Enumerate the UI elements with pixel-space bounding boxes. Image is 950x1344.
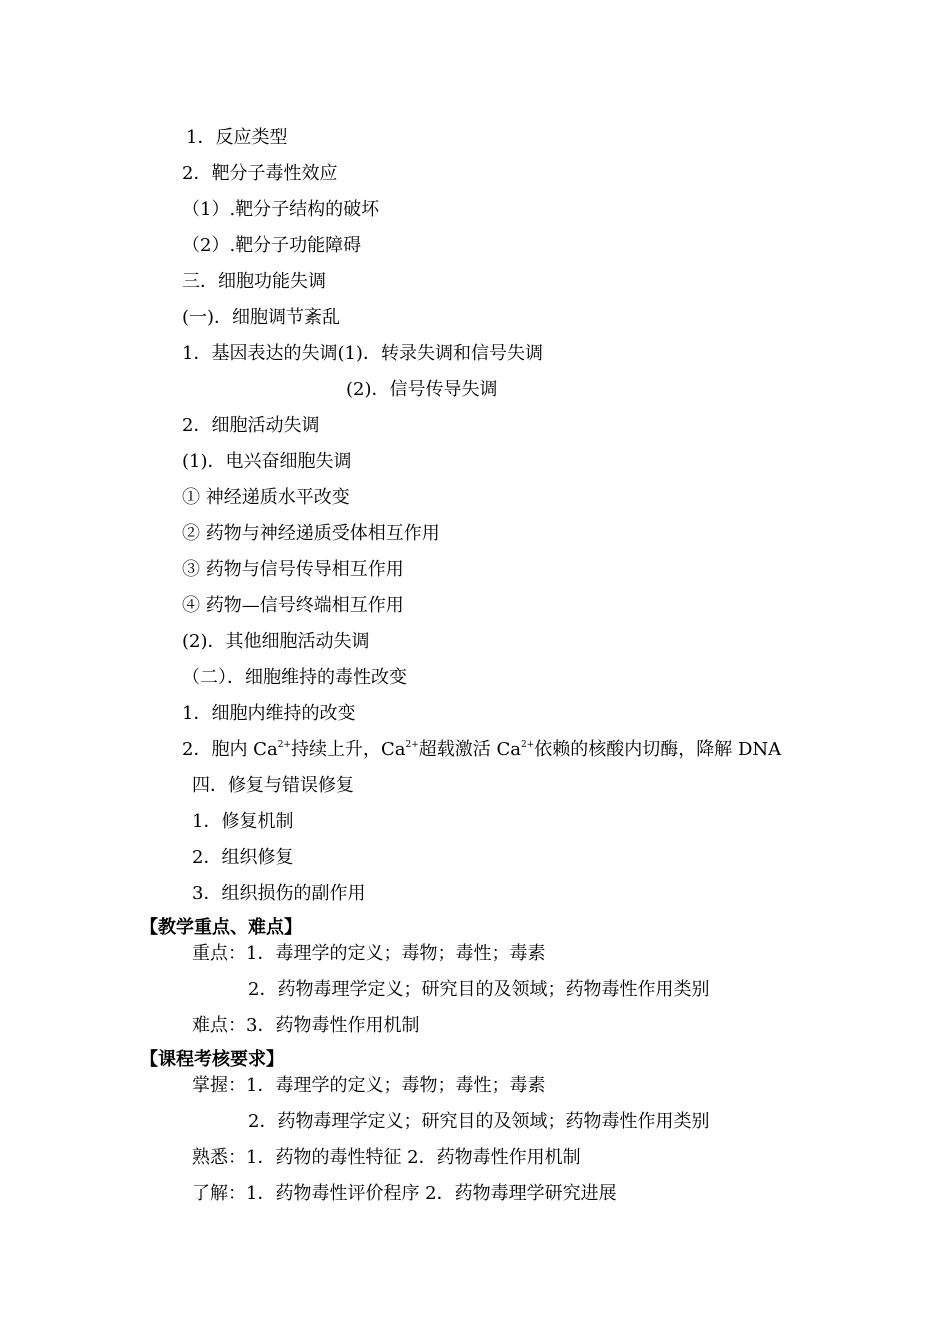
outline-line: （2）.靶分子功能障碍	[182, 235, 362, 256]
outline-line: 3．组织损伤的副作用	[192, 883, 366, 904]
outline-line: （二）．细胞维持的毒性改变	[182, 667, 407, 688]
assessment-line: 2．药物毒理学定义；研究目的及领域；药物毒性作用类别	[248, 1111, 710, 1132]
outline-line: (一)．细胞调节紊乱	[182, 307, 341, 328]
assessment-line: 熟悉：1．药物的毒性特征 2．药物毒性作用机制	[192, 1147, 581, 1168]
outline-line: (2)．其他细胞活动失调	[182, 631, 370, 652]
section-heading: 三．细胞功能失调	[182, 271, 326, 292]
outline-line: ② 药物与神经递质受体相互作用	[182, 523, 440, 544]
outline-line: ④ 药物—信号终端相互作用	[182, 595, 404, 616]
outline-line: 2．组织修复	[192, 847, 294, 868]
assessment-line: 了解：1．药物毒性评价程序 2．药物毒理学研究进展	[192, 1183, 617, 1204]
section-heading: 四．修复与错误修复	[192, 775, 354, 796]
outline-line: ③ 药物与信号传导相互作用	[182, 559, 404, 580]
outline-line: 1．反应类型	[186, 127, 288, 148]
key-point-line: 2．药物毒理学定义；研究目的及领域；药物毒性作用类别	[248, 979, 710, 1000]
outline-line: 2．靶分子毒性效应	[182, 163, 338, 184]
key-point-line: 重点：1．毒理学的定义；毒物；毒性；毒素	[192, 943, 546, 964]
calcium-line: 2．胞内 $Ca^{2+}$持续上升，$Ca^{2+}$超载激活 $Ca^{2+}$依赖的核酸内切酶，降解 DNA	[182, 739, 782, 760]
outline-line: （1）.靶分子结构的破坏	[182, 199, 380, 220]
assessment-heading: 【课程考核要求】	[140, 1049, 284, 1070]
outline-line: 1．修复机制	[192, 811, 294, 832]
outline-line: 1．细胞内维持的改变	[182, 703, 356, 724]
key-point-line: 难点：3．药物毒性作用机制	[192, 1015, 420, 1036]
outline-line: ① 神经递质水平改变	[182, 487, 350, 508]
outline-line: (1)．电兴奋细胞失调	[182, 451, 352, 472]
assessment-line: 掌握：1．毒理学的定义；毒物；毒性；毒素	[192, 1075, 546, 1096]
outline-line: (2)．信号传导失调	[346, 379, 498, 400]
outline-line: 2．细胞活动失调	[182, 415, 320, 436]
outline-line: 1．基因表达的失调(1)．转录失调和信号失调	[182, 343, 543, 364]
key-points-heading: 【教学重点、难点】	[140, 917, 302, 938]
